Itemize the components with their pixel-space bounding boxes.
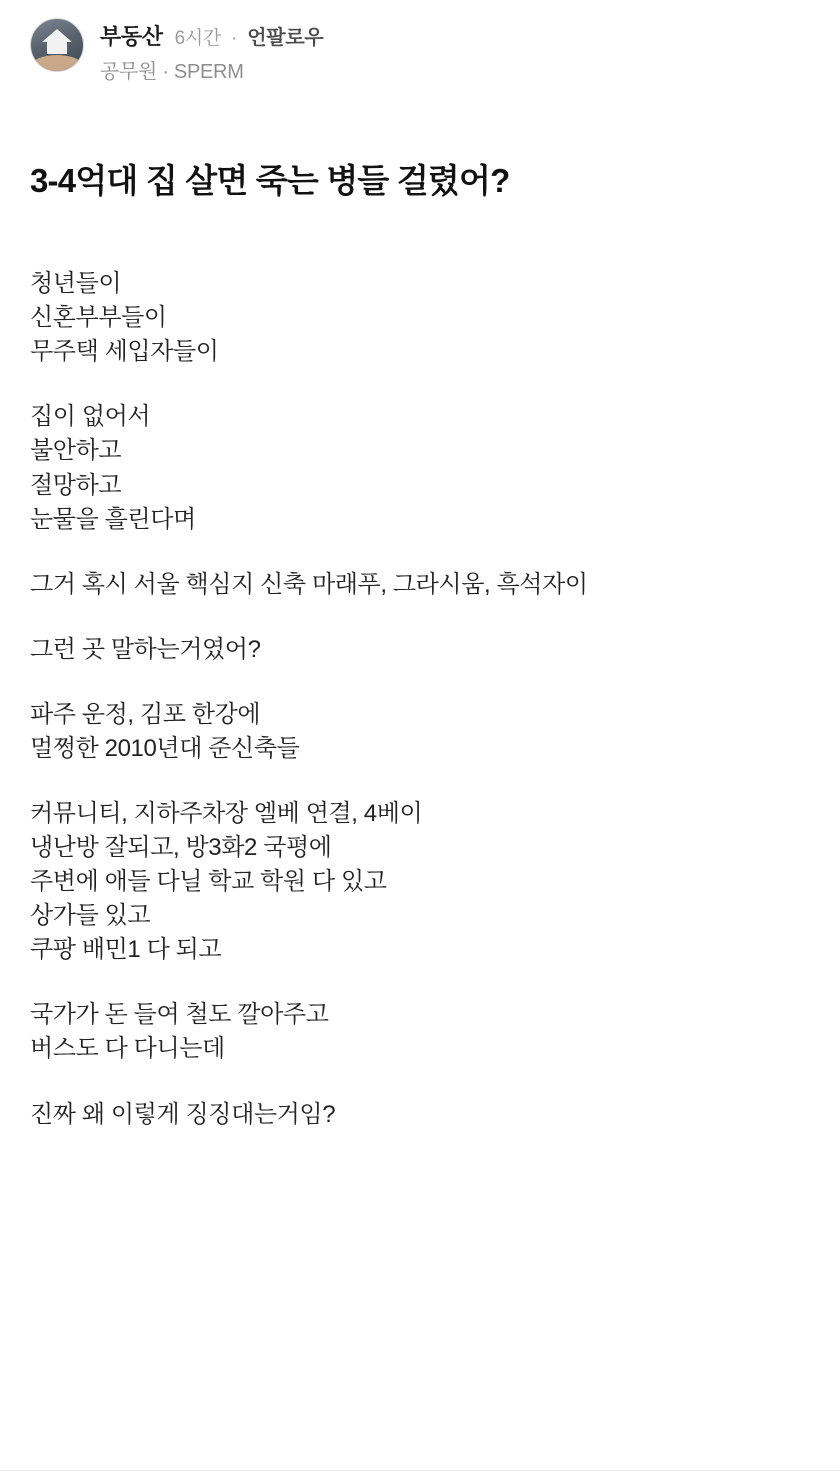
body-line: 국가가 돈 들여 철도 깔아주고 bbox=[30, 1001, 329, 1029]
post-timestamp: 6시간 bbox=[174, 28, 221, 49]
body-paragraph bbox=[30, 797, 810, 967]
avatar[interactable] bbox=[30, 18, 84, 72]
post-body bbox=[0, 225, 840, 1131]
body-line: 집이 없어서 bbox=[30, 403, 151, 431]
page-title: 3-4억대 집 살면 죽는 병들 걸렸어? bbox=[30, 162, 510, 200]
body-paragraph bbox=[30, 633, 810, 667]
body-paragraph bbox=[30, 267, 810, 369]
body-line: 눈물을 흘린다며 bbox=[30, 505, 196, 533]
unfollow-button[interactable]: 언팔로우 bbox=[247, 27, 324, 49]
body-line: 불안하고 bbox=[30, 437, 122, 465]
body-line: 그거 혹시 서울 핵심지 신축 마래푸, 그라시움, 흑석자이 bbox=[30, 570, 588, 598]
body-line: 주변에 애들 다닐 학교 학원 다 있고 bbox=[30, 868, 387, 896]
body-paragraph bbox=[30, 698, 810, 766]
body-line: 청년들이 bbox=[30, 270, 122, 298]
body-line: 그런 곳 말하는거였어? bbox=[30, 635, 261, 663]
house-icon bbox=[42, 29, 72, 57]
body-paragraph bbox=[30, 998, 810, 1066]
body-line: 커뮤니티, 지하주차장 엘베 연결, 4베이 bbox=[30, 799, 423, 827]
body-line: 냉난방 잘되고, 방3화2 국평에 bbox=[30, 834, 332, 862]
body-paragraph bbox=[30, 400, 810, 536]
header-text bbox=[100, 18, 323, 84]
body-paragraph bbox=[30, 1098, 810, 1132]
body-line: 파주 운정, 김포 한강에 bbox=[30, 700, 261, 728]
body-line: 무주택 세입자들이 bbox=[30, 338, 219, 366]
post-header bbox=[0, 0, 840, 84]
body-line: 진짜 왜 이렇게 징징대는거임? bbox=[30, 1100, 336, 1128]
body-line: 상가들 있고 bbox=[30, 902, 151, 930]
author-row bbox=[100, 20, 323, 51]
body-line: 버스도 다 다니는데 bbox=[30, 1035, 225, 1063]
hands-icon bbox=[31, 55, 83, 71]
author-name[interactable]: 부동산 bbox=[100, 24, 163, 49]
body-paragraph bbox=[30, 568, 810, 602]
separator-dot: · bbox=[230, 28, 238, 49]
body-line: 쿠팡 배민1 다 되고 bbox=[30, 936, 222, 964]
body-line: 절망하고 bbox=[30, 471, 122, 499]
author-subtitle: 공무원 · SPERM bbox=[100, 61, 244, 83]
body-line: 멀쩡한 2010년대 준신축들 bbox=[30, 734, 300, 762]
body-line: 신혼부부들이 bbox=[30, 304, 167, 332]
